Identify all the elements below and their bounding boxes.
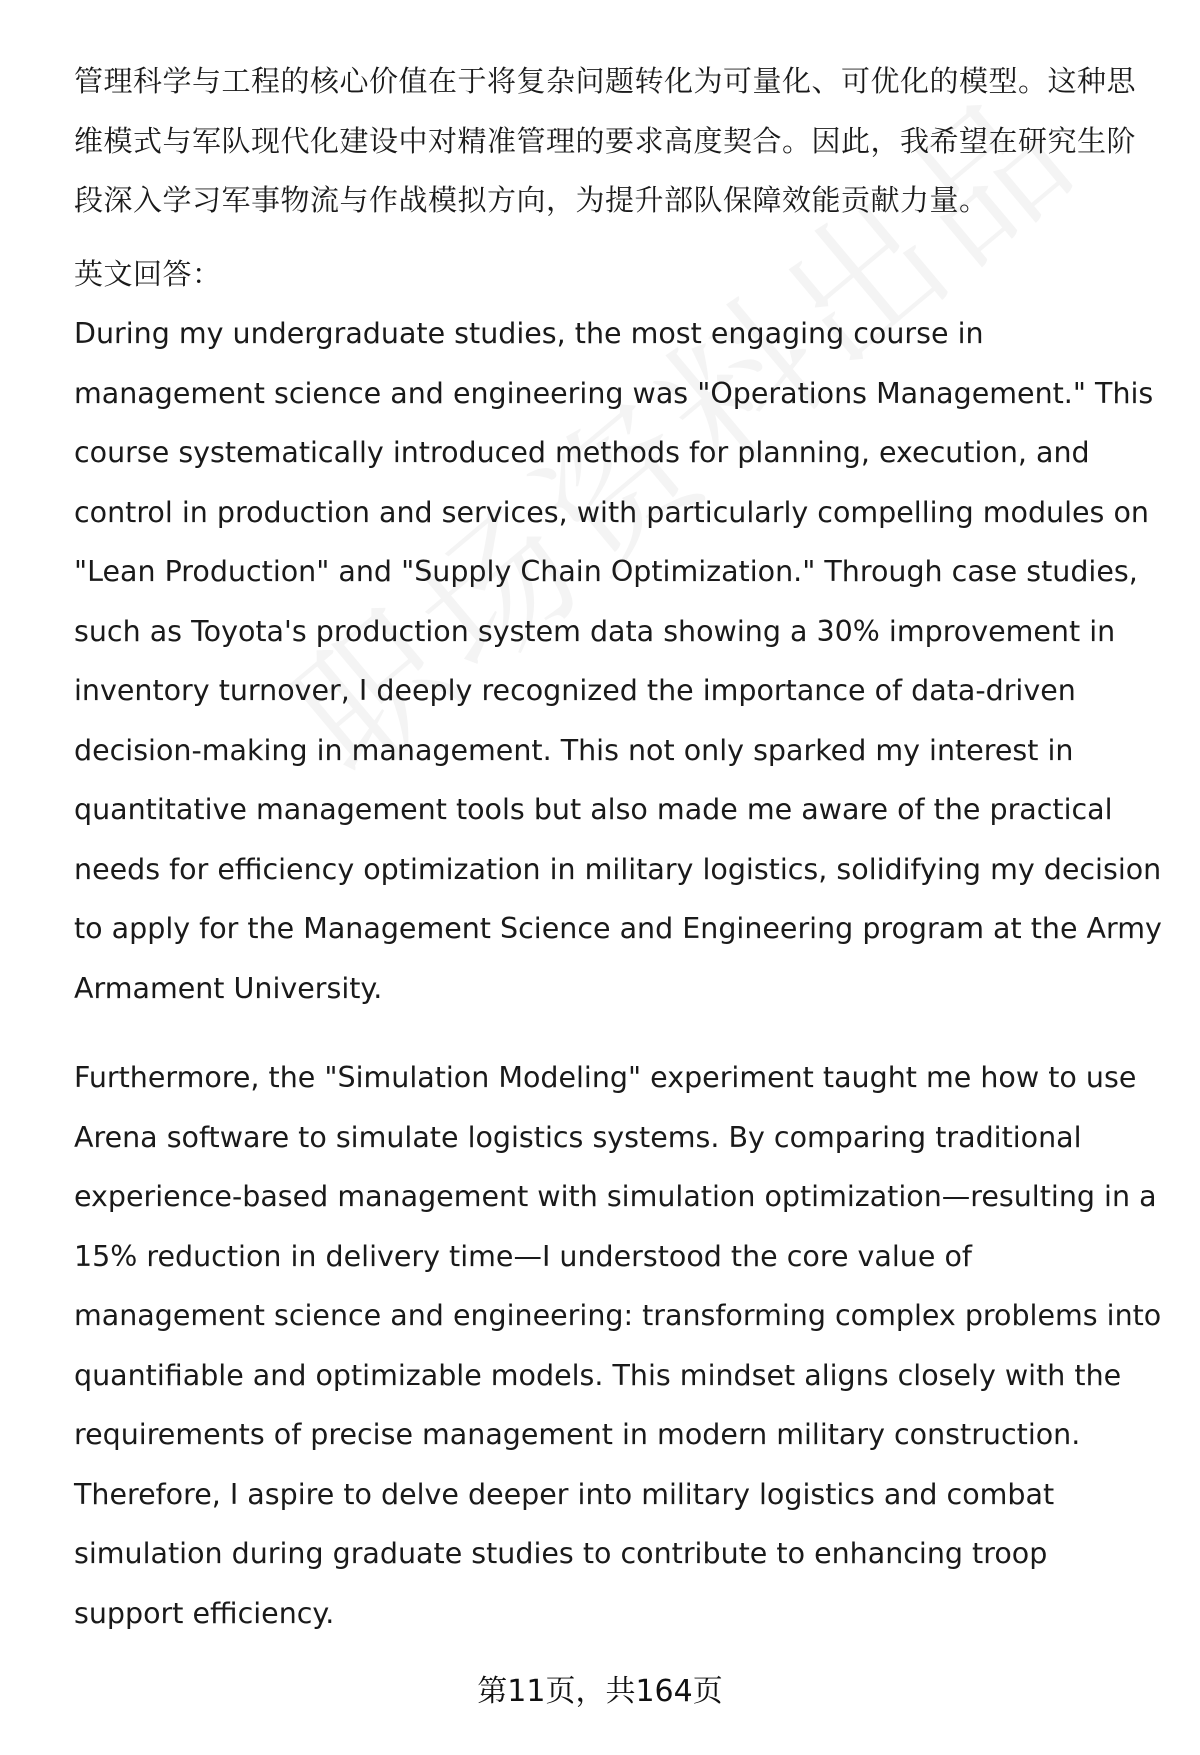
- english-paragraph-2: Furthermore, the "Simulation Modeling" experiment taught me how to use Arena software to simulate logistics systems. By comparing traditional experience-based management with simulation optimization—resulting in a 15% reduction in delivery time—I understood the core value of management science and engineering: transforming complex problems into quantifiable and optimizable models. This mindset aligns closely with the requirements of precise management in modern military construction. Therefore, I aspire to delve deeper into military logistics and combat simulation during graduate studies to contribute to enhancing troop support efficiency.: [74, 1061, 1162, 1630]
- english-answer-heading: 英文回答：: [74, 256, 222, 291]
- english-paragraph-1: During my undergraduate studies, the most engaging course in management science and engineering was "Operations Management." This course systematically introduced methods for planning, execution, and control in production and services, with particularly compelling modules on "Lean Production" and "Supply Chain Optimization." Through case studies, such as Toyota's production system data showing a 30% improvement in inventory turnover, I deeply recognized the importance of data-driven decision-making in management. This not only sparked my interest in quantitative management tools but also made me aware of the practical needs for efficiency optimization in military logistics, solidifying my decision to apply for the Management Science and Engineering program at the Army Armament University.: [74, 317, 1162, 1005]
- page-indicator: 第11页，共164页: [477, 1674, 723, 1709]
- document-body: [74, 52, 1164, 1643]
- chinese-paragraph: 管理科学与工程的核心价值在于将复杂问题转化为可量化、可优化的模型。这种思维模式与军队现代化建设中对精准管理的要求高度契合。因此，我希望在研究生阶段深入学习军事物流与作战模拟方向，为提升部队保障效能贡献力量。: [74, 64, 1137, 217]
